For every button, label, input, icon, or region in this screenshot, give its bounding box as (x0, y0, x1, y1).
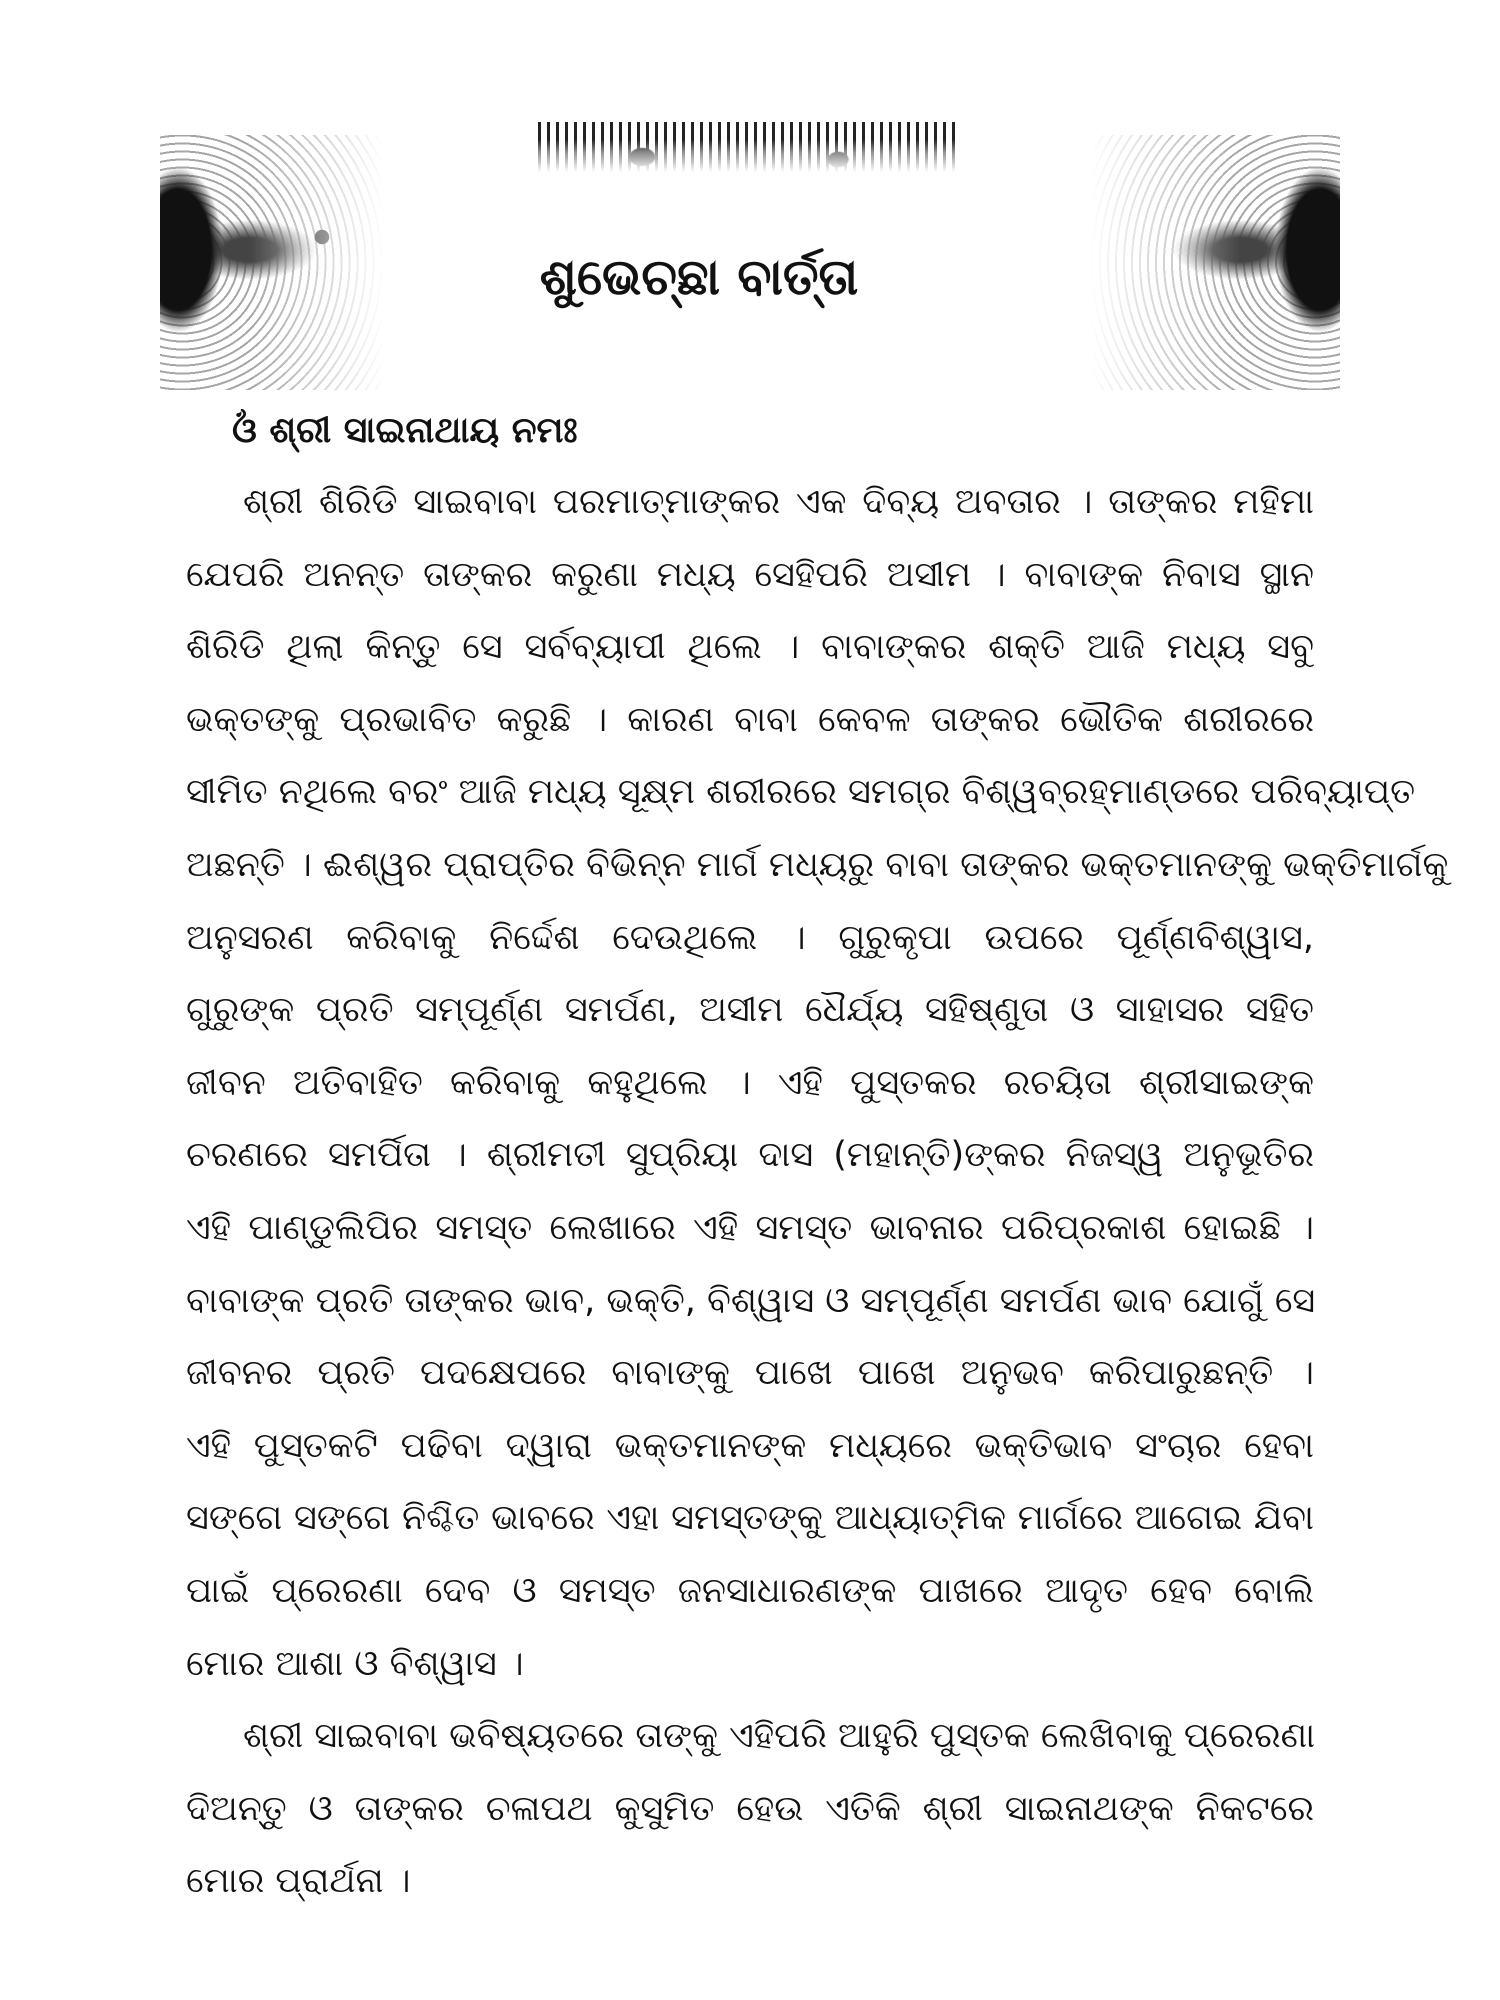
text-line: ଅନୁସରଣ କରିବାକୁ ନିର୍ଦ୍ଦେଶ ଦେଉଥିଲେ । ଗୁରୁକୃପା ଉପରେ ପୂର୍ଣ୍ଣବିଶ୍ୱାସ, (186, 917, 1314, 958)
page-title: ଶୁଭେଚ୍ଛା ବାର୍ତ୍ତା (539, 248, 859, 306)
top-floral-ornament (538, 122, 955, 172)
text-line: ଶ୍ରୀ ଶିରିଡି ସାଇବାବା ପରମାତ୍ମାଙ୍କର ଏକ ଦିବ୍ୟ ଅବତାର । ତାଙ୍କର ମହିମା (243, 482, 1314, 522)
text-line: ଯେପରି ଅନନ୍ତ ତାଙ୍କର କରୁଣା ମଧ୍ୟ ସେହିପରି ଅସୀମ । ବାବାଙ୍କ ନିବାସ ସ୍ଥାନ (186, 554, 1314, 595)
text-line: ଏହି ପାଣ୍ଡୁଲିପିର ସମସ୍ତ ଲେଖାରେ ଏହି ସମସ୍ତ ଭାବନାର ପରିପ୍ରକାଶ ହୋଇଛି । (186, 1207, 1314, 1248)
text-line: ଏହି ପୁସ୍ତକଟି ପଢିବା ଦ୍ୱାରା ଭକ୍ତମାନଙ୍କ ମଧ୍ୟରେ ଭକ୍ତିଭାବ ସଂଚାର ହେବା (186, 1425, 1314, 1466)
text-line: ପାଇଁ ପ୍ରେରଣା ଦେବ ଓ ସମସ୍ତ ଜନସାଧାରଣଙ୍କ ପାଖରେ ଆଦୃତ ହେବ ବୋଲି (186, 1570, 1314, 1611)
text-line: ଚରଣରେ ସମର୍ପିତା । ଶ୍ରୀମତୀ ସୁପ୍ରିୟା ଦାସ (ମହାନ୍ତି)ଙ୍କର ନିଜସ୍ୱ ଅନୁଭୂତିର (186, 1135, 1314, 1176)
text-line: ଭକ୍ତଙ୍କୁ ପ୍ରଭାବିତ କରୁଛି । କାରଣ ବାବା କେବଳ ତାଙ୍କର ଭୌତିକ ଶରୀରରେ (186, 699, 1314, 740)
text-line: ଦିଅନ୍ତୁ ଓ ତାଙ୍କର ଚଳାପଥ କୁସୁମିତ ହେଉ ଏତିକି ଶ୍ରୀ ସାଇନାଥଙ୍କ ନିକଟରେ (186, 1788, 1314, 1829)
text-line: ଶ୍ରୀ ସାଇବାବା ଭବିଷ୍ୟତରେ ତାଙ୍କୁ ଏହିପରି ଆହୁରି ପୁସ୍ତକ ଲେଖିବାକୁ ପ୍ରେରଣା (243, 1716, 1316, 1757)
text-line: ଶିରିଡି ଥିଲା କିନ୍ତୁ ସେ ସର୍ବବ୍ୟାପୀ ଥିଲେ । ବାବାଙ୍କର ଶକ୍ତି ଆଜି ମଧ୍ୟ ସବୁ (186, 627, 1314, 668)
text-line: ସଙ୍ଗେ ସଙ୍ଗେ ନିଶ୍ଚିତ ଭାବରେ ଏହା ସମସ୍ତଙ୍କୁ ଆଧ୍ୟାତ୍ମିକ ମାର୍ଗରେ ଆଗେଇ ଯିବା (186, 1498, 1314, 1539)
text-line: ସୀମିତ ନଥିଲେ ବରଂ ଆଜି ମଧ୍ୟ ସୂକ୍ଷ୍ମ ଶରୀରରେ ସମଗ୍ର ବିଶ୍ୱବ୍ରହ୍ମାଣ୍ଡରେ ପରିବ୍ୟାପ୍ତ (186, 772, 1416, 813)
text-line: ଜୀବନର ପ୍ରତି ପଦକ୍ଷେପରେ ବାବାଙ୍କୁ ପାଖେ ପାଖେ ଅନୁଭବ କରିପାରୁଛନ୍ତି । (186, 1353, 1314, 1394)
text-line: ଅଛନ୍ତି । ଈଶ୍ୱର ପ୍ରାପ୍ତିର ବିଭିନ୍ନ ମାର୍ଗ ମଧ୍ୟରୁ ବାବା ତାଙ୍କର ଭକ୍ତମାନଙ୍କୁ ଭକ୍ତିମାର୍ଗକୁ (186, 844, 1449, 885)
text-line: ଜୀବନ ଅତିବାହିତ କରିବାକୁ କହୁଥିଲେ । ଏହି ପୁସ୍ତକର ରଚୟିତା ଶ୍ରୀସାଇଙ୍କ (186, 1062, 1314, 1103)
message-body (186, 466, 1449, 1918)
text-line: ମୋର ଆଶା ଓ ବିଶ୍ୱାସ । (186, 1643, 524, 1684)
text-line: ଗୁରୁଙ୍କ ପ୍ରତି ସମ୍ପୂର୍ଣ୍ଣ ସମର୍ପଣ, ଅସୀମ ଧୈର୍ଯ୍ୟ ସହିଷ୍ଣୁତା ଓ ସାହାସର ସହିତ (186, 990, 1314, 1031)
text-line: ବାବାଙ୍କ ପ୍ରତି ତାଙ୍କର ଭାବ, ଭକ୍ତି, ବିଶ୍ୱାସ ଓ ସମ୍ପୂର୍ଣ୍ଣ ସମର୍ପଣ ଭାବ ଯୋଗୁଁ ସେ (186, 1280, 1316, 1321)
text-line: ମୋର ପ୍ରାର୍ଥନା । (186, 1861, 411, 1902)
invocation-heading: ଓଁ ଶ୍ରୀ ସାଇନାଥାୟ ନମଃ (232, 410, 578, 451)
